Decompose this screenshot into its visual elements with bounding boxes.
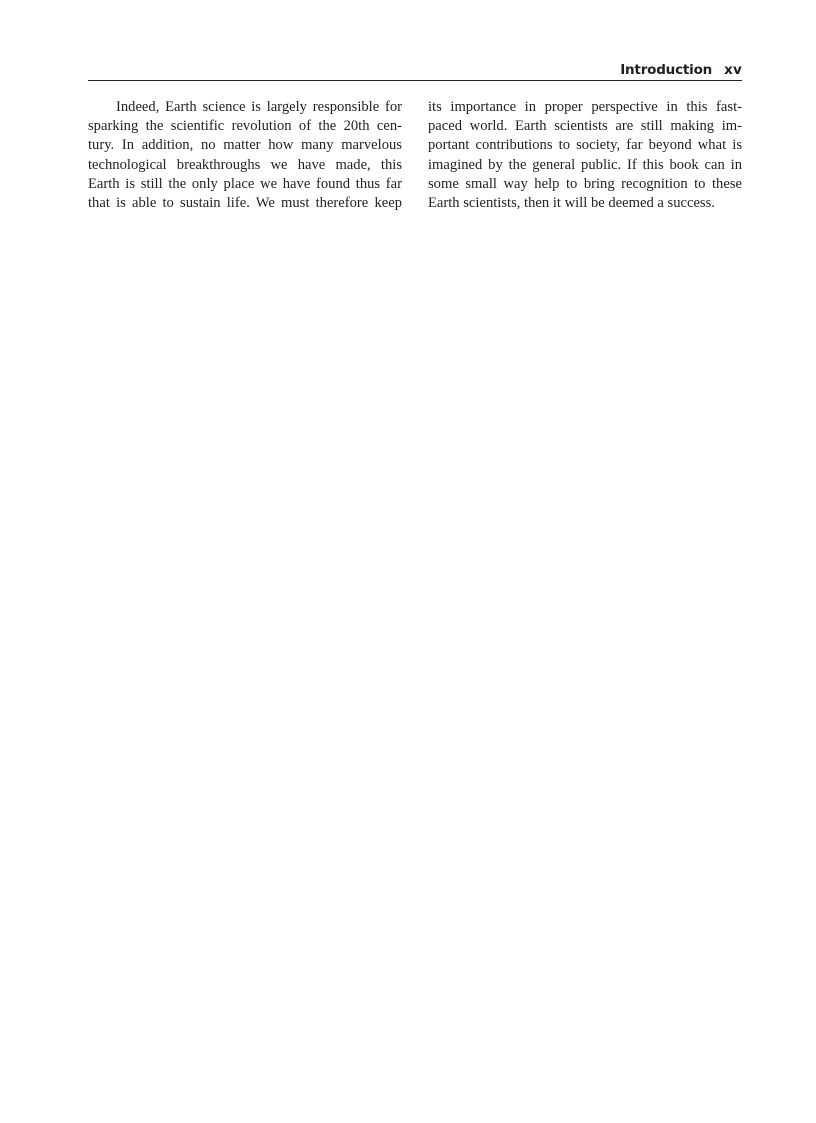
text-line: tury. In addition, no matter how many marvelous xyxy=(88,137,402,154)
text-line: Earth scientists, then it will be deemed a success. xyxy=(428,195,715,212)
text-line: Indeed, Earth science is largely responsible for xyxy=(116,99,402,115)
text-column-left xyxy=(88,98,402,213)
text-line: portant contributions to society, far beyond what is xyxy=(428,137,742,154)
running-head-section-title: Introduction xyxy=(620,62,713,78)
text-line: that is able to sustain life. We must therefore keep xyxy=(88,195,402,212)
text-line: its importance in proper perspective in this fast- xyxy=(428,99,742,115)
page-number: xv xyxy=(724,62,742,78)
text-line: Earth is still the only place we have found thus far xyxy=(88,175,402,192)
text-line: paced world. Earth scientists are still making im- xyxy=(428,118,742,135)
text-line: imagined by the general public. If this book can in xyxy=(428,156,742,173)
text-column-right xyxy=(428,98,742,213)
text-line: sparking the scientific revolution of the 20th cen- xyxy=(88,118,402,135)
running-head xyxy=(88,60,742,81)
text-line: technological breakthroughs we have made, this xyxy=(88,156,402,173)
text-line: some small way help to bring recognition to these xyxy=(428,175,742,192)
